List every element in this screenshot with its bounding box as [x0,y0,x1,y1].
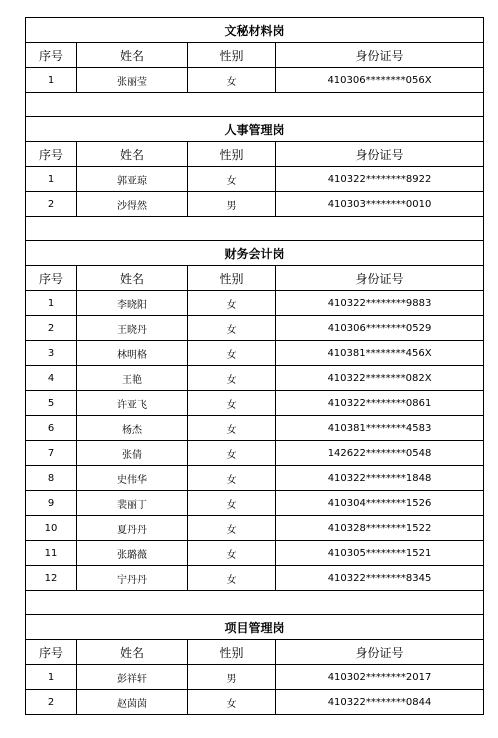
person-name: 林明格 [77,341,188,366]
person-name: 郭亚琼 [77,167,188,192]
row-number: 1 [26,68,77,93]
table-row [26,441,484,466]
row-number: 1 [26,167,77,192]
id-number: 410322********082X [276,366,484,391]
person-gender: 女 [188,566,276,591]
person-name: 夏丹丹 [77,516,188,541]
gender-header: 性别 [188,142,276,167]
person-name: 史伟华 [77,466,188,491]
id-number: 410306********0529 [276,316,484,341]
person-gender: 男 [188,665,276,690]
no-header: 序号 [26,43,77,68]
row-number: 11 [26,541,77,566]
section-title: 文秘材料岗 [26,18,484,43]
person-gender: 男 [188,192,276,217]
person-gender: 女 [188,291,276,316]
row-number: 7 [26,441,77,466]
person-name: 张倩 [77,441,188,466]
spacer-cell [26,93,484,117]
id-number: 410322********8345 [276,566,484,591]
person-name: 王艳 [77,366,188,391]
section-title: 财务会计岗 [26,241,484,266]
column-header-row [26,142,484,167]
id-number: 410305********1521 [276,541,484,566]
table-row [26,466,484,491]
name-header: 姓名 [77,142,188,167]
id-number: 410328********1522 [276,516,484,541]
column-header-row [26,43,484,68]
person-name: 李晓阳 [77,291,188,316]
personnel-table [25,17,484,715]
person-gender: 女 [188,491,276,516]
person-name: 许亚飞 [77,391,188,416]
section-spacer [26,93,484,117]
id-number: 410304********1526 [276,491,484,516]
name-header: 姓名 [77,43,188,68]
id-header: 身份证号 [276,43,484,68]
id-number: 410306********056X [276,68,484,93]
row-number: 5 [26,391,77,416]
table-row [26,416,484,441]
table-row [26,192,484,217]
table-row [26,68,484,93]
id-number: 142622********0548 [276,441,484,466]
table-row [26,566,484,591]
person-name: 赵茵茵 [77,690,188,715]
person-gender: 女 [188,167,276,192]
id-number: 410381********4583 [276,416,484,441]
section-title-row [26,241,484,266]
row-number: 6 [26,416,77,441]
id-header: 身份证号 [276,640,484,665]
row-number: 3 [26,341,77,366]
table-row [26,516,484,541]
person-name: 彭祥轩 [77,665,188,690]
row-number: 8 [26,466,77,491]
row-number: 1 [26,665,77,690]
section-title-row [26,615,484,640]
person-name: 裴丽丁 [77,491,188,516]
id-header: 身份证号 [276,266,484,291]
row-number: 2 [26,690,77,715]
table-row [26,665,484,690]
person-gender: 女 [188,316,276,341]
table-row [26,167,484,192]
person-gender: 女 [188,516,276,541]
spacer-cell [26,217,484,241]
person-name: 宁丹丹 [77,566,188,591]
person-gender: 女 [188,68,276,93]
person-gender: 女 [188,416,276,441]
table-row [26,491,484,516]
id-number: 410322********0844 [276,690,484,715]
row-number: 4 [26,366,77,391]
gender-header: 性别 [188,266,276,291]
row-number: 10 [26,516,77,541]
person-name: 张丽莹 [77,68,188,93]
column-header-row [26,266,484,291]
table-row [26,690,484,715]
section-spacer [26,591,484,615]
section-title-row [26,18,484,43]
name-header: 姓名 [77,266,188,291]
gender-header: 性别 [188,43,276,68]
id-number: 410381********456X [276,341,484,366]
id-number: 410322********8922 [276,167,484,192]
id-number: 410302********2017 [276,665,484,690]
table-row [26,366,484,391]
row-number: 12 [26,566,77,591]
person-name: 张璐薇 [77,541,188,566]
person-gender: 女 [188,690,276,715]
row-number: 2 [26,316,77,341]
id-header: 身份证号 [276,142,484,167]
name-header: 姓名 [77,640,188,665]
table-row [26,316,484,341]
row-number: 9 [26,491,77,516]
personnel-sheet [25,17,483,715]
column-header-row [26,640,484,665]
section-title-row [26,117,484,142]
table-row [26,391,484,416]
person-gender: 女 [188,541,276,566]
person-gender: 女 [188,341,276,366]
table-row [26,541,484,566]
no-header: 序号 [26,640,77,665]
person-gender: 女 [188,441,276,466]
section-spacer [26,217,484,241]
section-title: 人事管理岗 [26,117,484,142]
gender-header: 性别 [188,640,276,665]
row-number: 2 [26,192,77,217]
table-row [26,291,484,316]
person-name: 杨杰 [77,416,188,441]
person-gender: 女 [188,466,276,491]
no-header: 序号 [26,266,77,291]
row-number: 1 [26,291,77,316]
section-title: 项目管理岗 [26,615,484,640]
id-number: 410303********0010 [276,192,484,217]
id-number: 410322********9883 [276,291,484,316]
person-gender: 女 [188,391,276,416]
id-number: 410322********1848 [276,466,484,491]
person-name: 沙得然 [77,192,188,217]
spacer-cell [26,591,484,615]
personnel-table-body [26,18,484,715]
person-name: 王晓丹 [77,316,188,341]
no-header: 序号 [26,142,77,167]
table-row [26,341,484,366]
person-gender: 女 [188,366,276,391]
id-number: 410322********0861 [276,391,484,416]
